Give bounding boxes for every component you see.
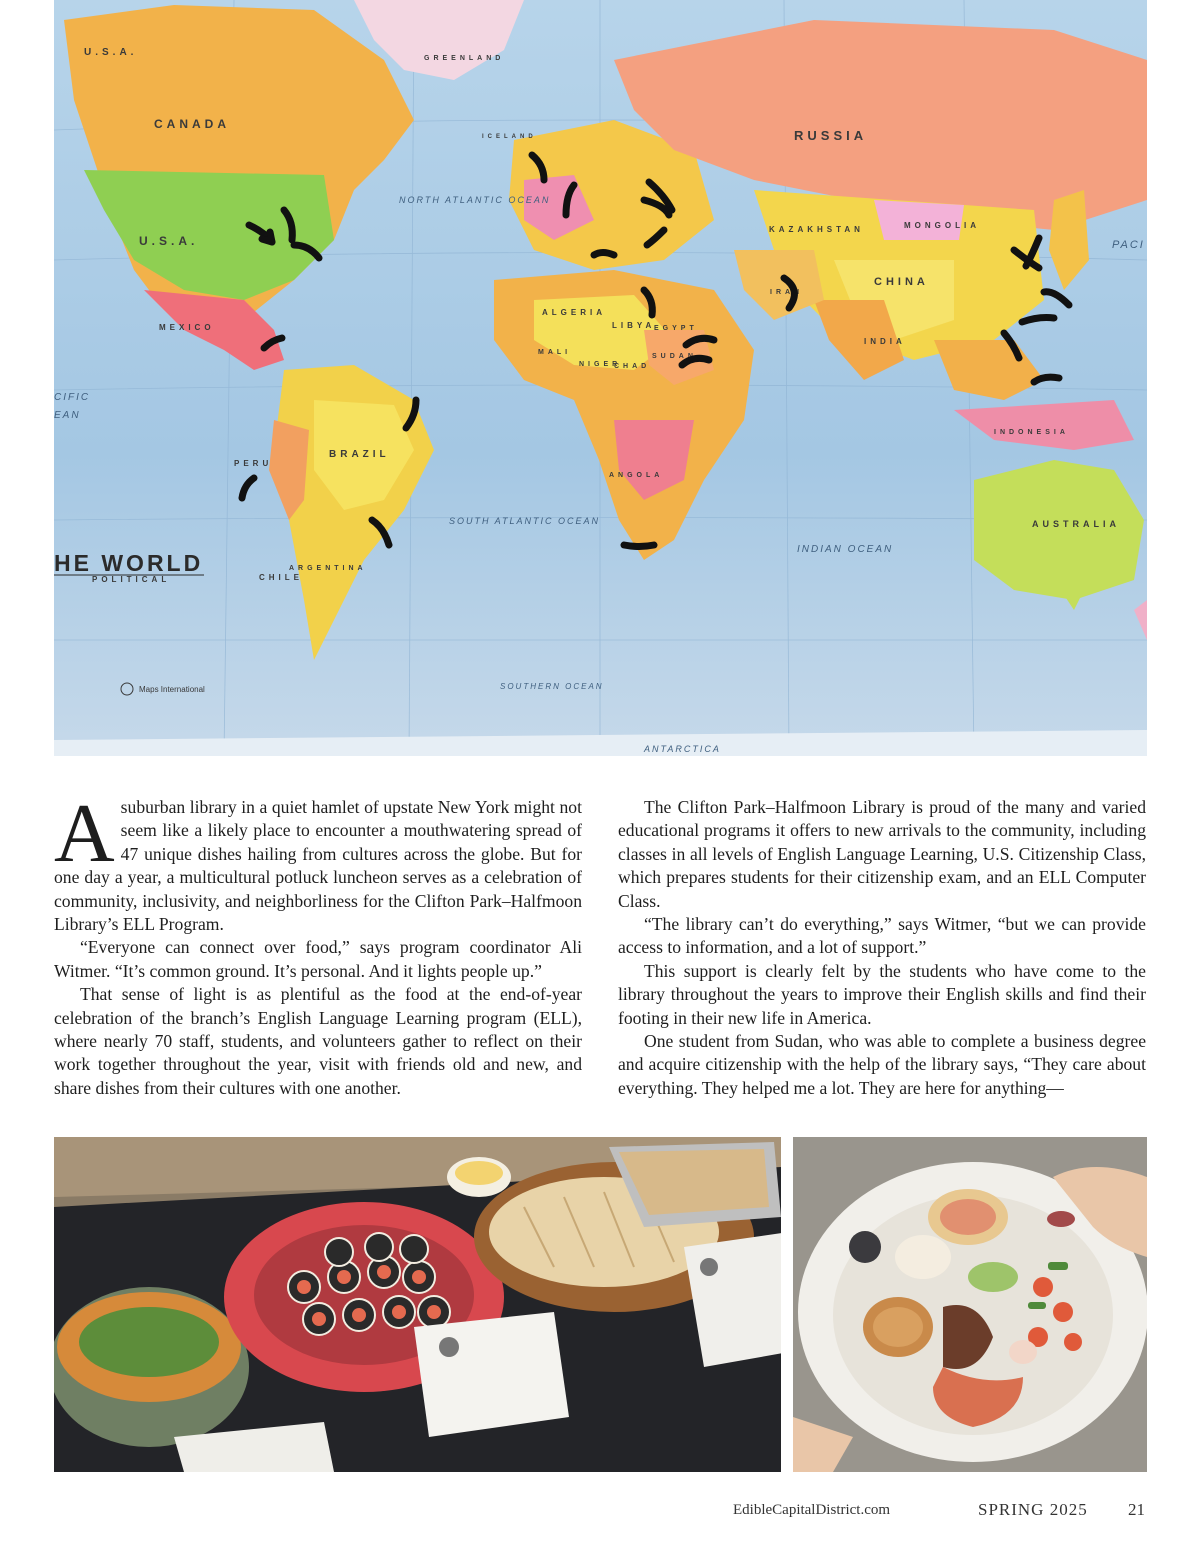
label-niger: NIGER [579, 361, 622, 368]
article-paragraph: “Everyone can connect over food,” says program coordinator Ali Witmer. “It’s common ground. It’s personal. And it lights people up.” [54, 937, 582, 981]
label-pacific-right: PACI [1112, 239, 1145, 251]
article-paragraph: “The library can’t do everything,” says Witmer, “but we can provide access to information, and a lot of support.” [618, 914, 1146, 958]
label-antarctica: ANTARCTICA [644, 744, 721, 754]
label-indian-ocean: INDIAN OCEAN [797, 544, 894, 555]
map-publisher: Maps International [139, 685, 205, 694]
article-paragraph: One student from Sudan, who was able to complete a business degree and acquire citizenship with the help of the library says, “They care about everything. They helped me a lot. They are here for anything— [618, 1031, 1146, 1098]
article-paragraph [54, 787, 582, 936]
label-canada: CANADA [154, 117, 230, 131]
map-title: HE WORLD [54, 550, 204, 576]
label-argentina: ARGENTINA [289, 565, 367, 572]
label-usa-top: U.S.A. [84, 47, 138, 58]
label-southern-ocean: SOUTHERN OCEAN [500, 682, 604, 691]
article-paragraph: This support is clearly felt by the students who have come to the library throughout the years to improve their English skills and find their footing in their new life in America. [618, 960, 1146, 1028]
page-number: 21 [1128, 1500, 1145, 1519]
potluck-table-illustration [54, 1137, 781, 1472]
label-china: CHINA [874, 276, 929, 288]
arrow-icon [594, 253, 614, 256]
article-paragraph: The Clifton Park–Halfmoon Library is proud of the many and varied educational programs it offers to new arrivals to the community, including classes in all levels of English Language Learning, U.S. Citizenship Class, which prepares students for their citizenship exam, and an ELL Computer Class. [618, 797, 1146, 911]
label-russia: RUSSIA [794, 128, 868, 143]
plate-illustration [793, 1137, 1147, 1472]
map-subtitle: POLITICAL [92, 575, 171, 584]
label-sudan: SUDAN [652, 353, 697, 360]
label-algeria: ALGERIA [542, 308, 606, 317]
label-brazil: BRAZIL [329, 449, 390, 460]
label-indonesia: INDONESIA [994, 429, 1069, 436]
label-north-atlantic: NORTH ATLANTIC OCEAN [399, 195, 551, 205]
label-mongolia: MONGOLIA [904, 221, 980, 230]
label-pacific-left: CIFIC [54, 392, 91, 403]
label-chad: CHAD [614, 363, 651, 370]
label-iran: IRAN [770, 289, 804, 296]
article-right-column [618, 796, 1146, 1100]
label-egypt: EGYPT [654, 325, 698, 332]
label-australia: AUSTRALIA [1032, 519, 1120, 529]
label-angola: ANGOLA [609, 472, 664, 479]
label-kazakhstan: KAZAKHSTAN [769, 225, 864, 234]
world-map-photo [54, 0, 1147, 756]
article-left-column [54, 787, 582, 1100]
label-mexico: MEXICO [159, 323, 215, 332]
label-south-atlantic: SOUTH ATLANTIC OCEAN [449, 516, 601, 526]
drop-cap: A [54, 787, 115, 880]
label-mali: MALI [538, 349, 572, 356]
footer-season: SPRING 2025 [978, 1500, 1088, 1519]
label-peru: PERU [234, 459, 273, 468]
world-map-illustration [54, 0, 1147, 756]
label-iceland: ICELAND [482, 134, 537, 140]
label-libya: LIBYA [612, 321, 656, 330]
label-india: INDIA [864, 337, 906, 346]
label-greenland: GREENLAND [424, 55, 505, 62]
plate-of-food-photo [793, 1137, 1147, 1472]
potluck-table-photo [54, 1137, 781, 1472]
label-usa: U.S.A. [139, 234, 199, 248]
label-pacific-left-2: EAN [54, 410, 81, 421]
arrow-icon [624, 545, 654, 547]
article-paragraph: That sense of light is as plentiful as the food at the end-of-year celebration of the branch’s English Language Learning program (ELL), where nearly 70 staff, students, and volunteers gather to reflect on their work together throughout the year, visit with friends old and new, and share dishes from their cultures with one another. [54, 984, 582, 1098]
label-chile: CHILE [259, 573, 303, 582]
footer-website: EdibleCapitalDistrict.com [733, 1502, 891, 1518]
paragraph-text: suburban library in a quiet hamlet of upstate New York might not seem like a likely place to encounter a mouthwatering spread of 47 unique dishes hailing from cultures across the globe. But for one day a year, a multicultural potluck luncheon serves as a celebration of community, inclusivity, and neighborliness for the Clifton Park–Halfmoon Library’s ELL Program. [54, 797, 582, 935]
